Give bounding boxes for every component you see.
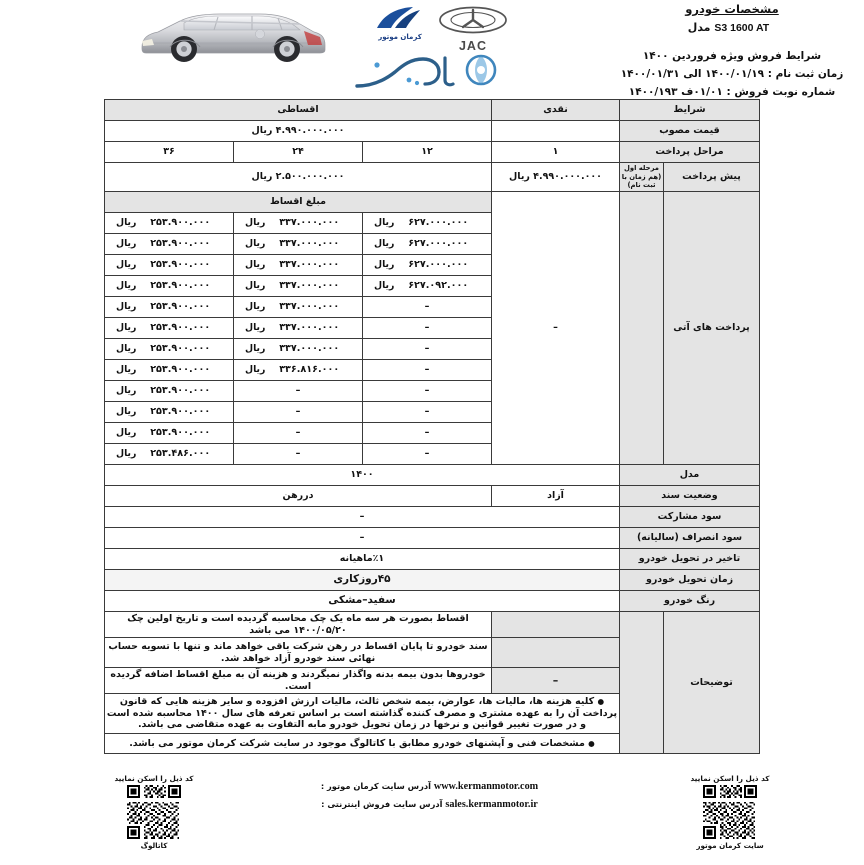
- currency-unit: ریال: [116, 448, 137, 460]
- installment-value: ۲۵۳.۹۰۰.۰۰۰: [150, 385, 211, 396]
- table-header-row: [105, 100, 760, 121]
- installment-cell: [363, 255, 492, 276]
- prepayment-installment: ۲.۵۰۰.۰۰۰.۰۰۰ ریال: [105, 163, 492, 192]
- row-payment-stages: [105, 142, 760, 163]
- prepayment-cash: ۴.۹۹۰.۰۰۰.۰۰۰ ریال: [492, 163, 620, 192]
- currency-unit: ریال: [116, 427, 137, 439]
- row-note-1: [105, 612, 760, 638]
- currency-unit: ریال: [245, 343, 266, 355]
- installment-value: ۲۵۳.۴۸۶.۰۰۰: [150, 448, 211, 459]
- currency-unit: ریال: [116, 322, 137, 334]
- stages-cash: ۱: [492, 142, 620, 163]
- note-bullet-text: ● مشخصات فنی و آپشنهای خودرو مطابق با کاتالوگ موجود در سایت شرکت کرمان موتور می باشد.: [105, 734, 620, 754]
- col-installment-header: اقساطی: [105, 100, 492, 121]
- note-text: اقساط بصورت هر سه ماه یک چک محاسبه گردیده است و تاریخ اولین چک ۱۴۰۰/۰۵/۲۰ می باشد: [105, 612, 492, 638]
- currency-unit: ریال: [116, 301, 137, 313]
- stages-36: ۳۶: [105, 142, 234, 163]
- installment-value: ۲۵۳.۹۰۰.۰۰۰: [150, 238, 211, 249]
- interest-label: سود انصراف (سالیانه): [620, 528, 760, 549]
- installment-cell: [234, 339, 363, 360]
- installment-cell: [234, 276, 363, 297]
- installment-value: ۲۵۳.۹۰۰.۰۰۰: [150, 280, 211, 291]
- currency-unit: ریال: [245, 364, 266, 376]
- note-text: سند خودرو تا پایان اقساط در رهن شرکت باقی خواهد ماند و تنها با تسویه حساب نهائی سند خودرو آزاد خواهد شد.: [105, 638, 492, 668]
- row-car-color: [105, 591, 760, 612]
- brand-logos: [325, 2, 530, 96]
- delivery-time-value: ۴۵روزکاری: [105, 570, 620, 591]
- row-partner-profit: [105, 507, 760, 528]
- row-prepayment: [105, 163, 760, 192]
- model-value: S3 1600 AT: [714, 22, 770, 34]
- url-sales-value[interactable]: sales.kermanmotor.ir: [445, 798, 538, 810]
- currency-unit: ریال: [245, 259, 266, 271]
- payment-stages-label: مراحل پرداخت: [620, 142, 760, 163]
- currency-unit: ریال: [245, 301, 266, 313]
- installment-cell: –: [363, 402, 492, 423]
- installment-value: ۶۲۷.۰۰۰.۰۰۰: [408, 238, 469, 249]
- currency-unit: ریال: [374, 280, 395, 292]
- installment-value: ۲۵۳.۹۰۰.۰۰۰: [150, 343, 211, 354]
- row-delivery-delay: [105, 549, 760, 570]
- installment-value: ۶۲۷.۰۹۲.۰۰۰: [408, 280, 469, 291]
- installment-amount-header: مبلغ اقساط: [105, 192, 492, 213]
- installment-cell: –: [234, 381, 363, 402]
- sale-info-block: [608, 47, 856, 101]
- installment-cell: [105, 318, 234, 339]
- installment-cell: –: [363, 318, 492, 339]
- interest-value: –: [105, 528, 620, 549]
- notes-cash-spacer: [492, 612, 620, 638]
- installment-cell: –: [363, 360, 492, 381]
- installment-value: ۳۳۷.۰۰۰.۰۰۰: [279, 322, 340, 333]
- jahan-logo: [347, 50, 522, 98]
- installment-value: ۲۵۳.۹۰۰.۰۰۰: [150, 301, 211, 312]
- sale-round-number: شماره نوبت فروش : ۰۱/۰۱ف ۱۴۰۰/۱۹۳: [628, 86, 836, 99]
- installment-cell: [363, 213, 492, 234]
- installment-cell: [105, 339, 234, 360]
- installment-cell: –: [363, 297, 492, 318]
- row-interest: [105, 528, 760, 549]
- url-sales-label: آدرس سایت فروش اینترنتی :: [321, 798, 443, 809]
- row-delivery-time: [105, 570, 760, 591]
- approved-price-label: قیمت مصوب: [620, 121, 760, 142]
- col-conditions-header: شرایط: [620, 100, 760, 121]
- model-line: [608, 21, 856, 34]
- model-label: مدل: [687, 21, 711, 34]
- installment-cell: [105, 423, 234, 444]
- installment-cell: [234, 234, 363, 255]
- header-text-block: [608, 2, 856, 101]
- url-main-value[interactable]: www.kermanmotor.com: [433, 781, 539, 792]
- sale-conditions: شرایط فروش ویژه فروردین ۱۴۰۰: [642, 50, 822, 62]
- note-bullet-1: کلیه هزینه ها، مالیات ها، عوارض، بیمه شخص ثالث، مالیات ارزش افزوده و سایر هزینه هایی که قانون پرداخت آن را به عهده مشتری و مصرف کننده گذاشته است بر اساس تعرفه های سال ۱۴۰۰ محاسبه شده است و در صورت تغییر قوانین و نرخها در زمان تحویل خودرو مابه التفاوت به عهده متقاضی می باشد.: [106, 695, 618, 731]
- delivery-time-label: زمان تحویل خودرو: [620, 570, 760, 591]
- installment-value: ۳۳۷.۰۰۰.۰۰۰: [279, 343, 340, 354]
- prepayment-sublabel: مرحله اول (هم زمان با ثبت نام): [620, 163, 664, 192]
- installment-cell: [105, 360, 234, 381]
- registration-time: زمان ثبت نام : ۱۴۰۰/۰۱/۱۹ الی ۱۴۰۰/۰۱/۳۱: [620, 68, 844, 81]
- currency-unit: ریال: [374, 259, 395, 271]
- future-payments-cash: –: [492, 192, 620, 465]
- stages-12: ۱۲: [363, 142, 492, 163]
- installment-value: ۲۵۳.۹۰۰.۰۰۰: [150, 322, 211, 333]
- jac-logo: [437, 6, 509, 53]
- document-footer: [0, 772, 864, 865]
- installment-cell: [105, 276, 234, 297]
- installment-value: ۳۳۷.۰۰۰.۰۰۰: [279, 217, 340, 228]
- installment-cell: [105, 381, 234, 402]
- installment-value: ۲۵۳.۹۰۰.۰۰۰: [150, 406, 211, 417]
- currency-unit: ریال: [245, 238, 266, 250]
- note-bullet-text: ● کلیه هزینه ها، مالیات ها، عوارض، بیمه شخص ثالث، مالیات ارزش افزوده و سایر هزینه هایی که قانون پرداخت آن را به عهده مشتری و مصرف کننده گذاشته است بر اساس تعرفه های سال ۱۴۰۰ محاسبه شده است و در صورت تغییر قوانین و نرخها در زمان تحویل خودرو مابه التفاوت به عهده متقاضی می باشد.: [105, 694, 620, 734]
- approved-price-cash: [492, 121, 620, 142]
- stages-24: ۲۴: [234, 142, 363, 163]
- price-table-wrapper: [105, 99, 760, 754]
- installment-value: ۳۳۷.۰۰۰.۰۰۰: [279, 301, 340, 312]
- currency-unit: ریال: [116, 238, 137, 250]
- installment-cell: [363, 234, 492, 255]
- installment-value: ۲۵۳.۹۰۰.۰۰۰: [150, 427, 211, 438]
- notes-label: توضیحات: [664, 612, 760, 754]
- installment-cell: [105, 297, 234, 318]
- notes-spacer: [620, 612, 664, 754]
- currency-unit: ریال: [245, 322, 266, 334]
- installment-cell: [105, 255, 234, 276]
- partner-profit-label: سود مشارکت: [620, 507, 760, 528]
- future-payments-spacer: [620, 192, 664, 465]
- qr-website-caption: کد ذیل را اسکن نمایید: [690, 774, 770, 783]
- delivery-delay-label: تاخیر در تحویل خودرو: [620, 549, 760, 570]
- future-payments-label: پرداخت های آتی: [664, 192, 760, 465]
- delivery-delay-value: ٪۱ماهیانه: [105, 549, 620, 570]
- row-approved-price: [105, 121, 760, 142]
- installment-cell: [105, 213, 234, 234]
- installment-cell: –: [234, 444, 363, 465]
- currency-unit: ریال: [116, 343, 137, 355]
- installment-value: ۳۳۷.۰۰۰.۰۰۰: [279, 259, 340, 270]
- installment-value: ۳۳۷.۰۰۰.۰۰۰: [279, 280, 340, 291]
- installment-cell: –: [363, 381, 492, 402]
- installment-cell: [234, 360, 363, 381]
- url-main-label: آدرس سایت کرمان موتور :: [320, 781, 431, 791]
- installment-value: ۲۵۳.۹۰۰.۰۰۰: [150, 259, 211, 270]
- note-text: خودروها بدون بیمه بدنه واگذار نمیگردند و هزینه آن به مبلغ اقساط اضافه گردیده است.: [105, 668, 492, 694]
- installment-value: ۲۵۳.۹۰۰.۰۰۰: [150, 364, 211, 375]
- installment-cell: [105, 402, 234, 423]
- kerman-motor-logo: [373, 6, 427, 41]
- installment-cell: [105, 444, 234, 465]
- installment-value: ۳۳۶.۸۱۶.۰۰۰: [279, 364, 340, 375]
- installment-cell: –: [234, 423, 363, 444]
- car-color-value: سفید–مشکی: [105, 591, 620, 612]
- installment-cell: –: [234, 402, 363, 423]
- currency-unit: ریال: [374, 238, 395, 250]
- qr-catalog-caption: کد ذیل را اسکن نمایید: [114, 774, 194, 783]
- spec-title: مشخصات خودرو: [685, 2, 779, 16]
- model-year-label: مدل: [620, 465, 760, 486]
- document-status-cash: آزاد: [492, 486, 620, 507]
- currency-unit: ریال: [116, 385, 137, 397]
- currency-unit: ریال: [116, 406, 137, 418]
- qr-block-catalog: [98, 774, 210, 850]
- kerman-motor-logo-text: کرمان موتور: [378, 33, 422, 41]
- installment-cell: [234, 255, 363, 276]
- installment-cell: [234, 318, 363, 339]
- car-color-label: رنگ خودرو: [620, 591, 760, 612]
- installment-cell: [234, 297, 363, 318]
- installment-cell: –: [363, 444, 492, 465]
- installment-cell: –: [363, 339, 492, 360]
- row-document-status: [105, 486, 760, 507]
- partner-profit-value: –: [105, 507, 620, 528]
- installment-value: ۶۲۷.۰۰۰.۰۰۰: [408, 259, 469, 270]
- installment-cell: [234, 213, 363, 234]
- document-status-label: وضعیت سند: [620, 486, 760, 507]
- installment-cell: [363, 276, 492, 297]
- approved-price-installment: ۴.۹۹۰.۰۰۰.۰۰۰ ریال: [105, 121, 492, 142]
- currency-unit: ریال: [116, 259, 137, 271]
- notes-cash-dash: –: [492, 668, 620, 694]
- currency-unit: ریال: [374, 217, 395, 229]
- col-cash-header: نقدی: [492, 100, 620, 121]
- installment-value: ۲۵۳.۹۰۰.۰۰۰: [150, 217, 211, 228]
- document-header: [0, 0, 864, 99]
- vehicle-photo: [132, 3, 332, 65]
- currency-unit: ریال: [116, 217, 137, 229]
- installment-cell: –: [363, 423, 492, 444]
- installment-value: ۶۲۷.۰۰۰.۰۰۰: [408, 217, 469, 228]
- note-bullet-2: مشخصات فنی و آپشنهای خودرو مطابق با کاتالوگ موجود در سایت شرکت کرمان موتور می باشد.: [129, 737, 585, 749]
- qr-website-sub: سایت کرمان موتور: [696, 841, 764, 850]
- model-year-value: ۱۴۰۰: [105, 465, 620, 486]
- document-status-installment: دررهن: [105, 486, 492, 507]
- row-model-year: [105, 465, 760, 486]
- installment-value: ۳۳۷.۰۰۰.۰۰۰: [279, 238, 340, 249]
- row-installment-amount-header: [105, 192, 760, 213]
- currency-unit: ریال: [245, 280, 266, 292]
- notes-cash-spacer: [492, 638, 620, 668]
- currency-unit: ریال: [116, 364, 137, 376]
- currency-unit: ریال: [116, 280, 137, 292]
- jac-logo-text: JAC: [458, 39, 487, 53]
- price-table: [104, 99, 760, 754]
- prepayment-label: پیش پرداخت: [664, 163, 760, 192]
- qr-catalog-sub: کاتالوگ: [140, 841, 168, 850]
- currency-unit: ریال: [245, 217, 266, 229]
- qr-code-catalog-icon[interactable]: [127, 785, 181, 839]
- installment-cell: [105, 234, 234, 255]
